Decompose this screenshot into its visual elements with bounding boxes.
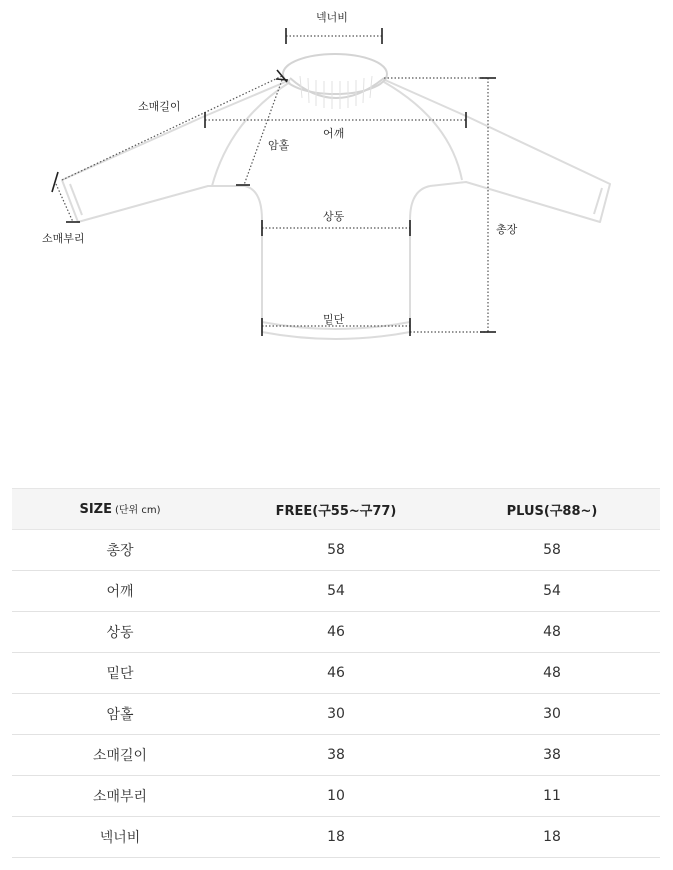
- free-value: 38: [228, 735, 444, 776]
- label-hem: 밑단: [323, 313, 345, 326]
- header-size: SIZE (단위 cm): [12, 489, 228, 530]
- table-row: [12, 530, 660, 571]
- label-chest: 상동: [323, 210, 345, 223]
- label-sleeve-cuff: 소매부리: [42, 232, 85, 245]
- label-shoulder: 어깨: [323, 127, 345, 140]
- label-neck-width: 넥너비: [316, 11, 348, 24]
- row-name: 소매길이: [12, 735, 228, 776]
- free-value: 58: [228, 530, 444, 571]
- label-total-length: 총장: [496, 223, 518, 236]
- table-row: [12, 571, 660, 612]
- header-unit: (단위 cm): [114, 505, 161, 516]
- plus-value: 58: [444, 530, 660, 571]
- table-row: [12, 612, 660, 653]
- row-name: 넥너비: [12, 817, 228, 858]
- plus-value: 48: [444, 612, 660, 653]
- table-row: [12, 735, 660, 776]
- table-row: [12, 653, 660, 694]
- header-plus: PLUS(구88~): [444, 489, 660, 530]
- row-name: 총장: [12, 530, 228, 571]
- size-table: [12, 488, 660, 858]
- table-row: [12, 694, 660, 735]
- row-name: 어깨: [12, 571, 228, 612]
- free-value: 46: [228, 612, 444, 653]
- free-value: 10: [228, 776, 444, 817]
- size-diagram: [0, 0, 673, 400]
- label-armhole: 암홀: [268, 139, 290, 152]
- label-sleeve-length: 소매길이: [138, 100, 181, 113]
- row-name: 밑단: [12, 653, 228, 694]
- table-row: [12, 776, 660, 817]
- plus-value: 54: [444, 571, 660, 612]
- row-name: 소매부리: [12, 776, 228, 817]
- row-name: 암홀: [12, 694, 228, 735]
- free-value: 46: [228, 653, 444, 694]
- table-row: [12, 817, 660, 858]
- plus-value: 30: [444, 694, 660, 735]
- free-value: 30: [228, 694, 444, 735]
- sweater-illustration: [0, 0, 673, 400]
- free-value: 54: [228, 571, 444, 612]
- plus-value: 48: [444, 653, 660, 694]
- plus-value: 18: [444, 817, 660, 858]
- header-free: FREE(구55~구77): [228, 489, 444, 530]
- table-header-row: [12, 489, 660, 530]
- free-value: 18: [228, 817, 444, 858]
- plus-value: 38: [444, 735, 660, 776]
- plus-value: 11: [444, 776, 660, 817]
- row-name: 상동: [12, 612, 228, 653]
